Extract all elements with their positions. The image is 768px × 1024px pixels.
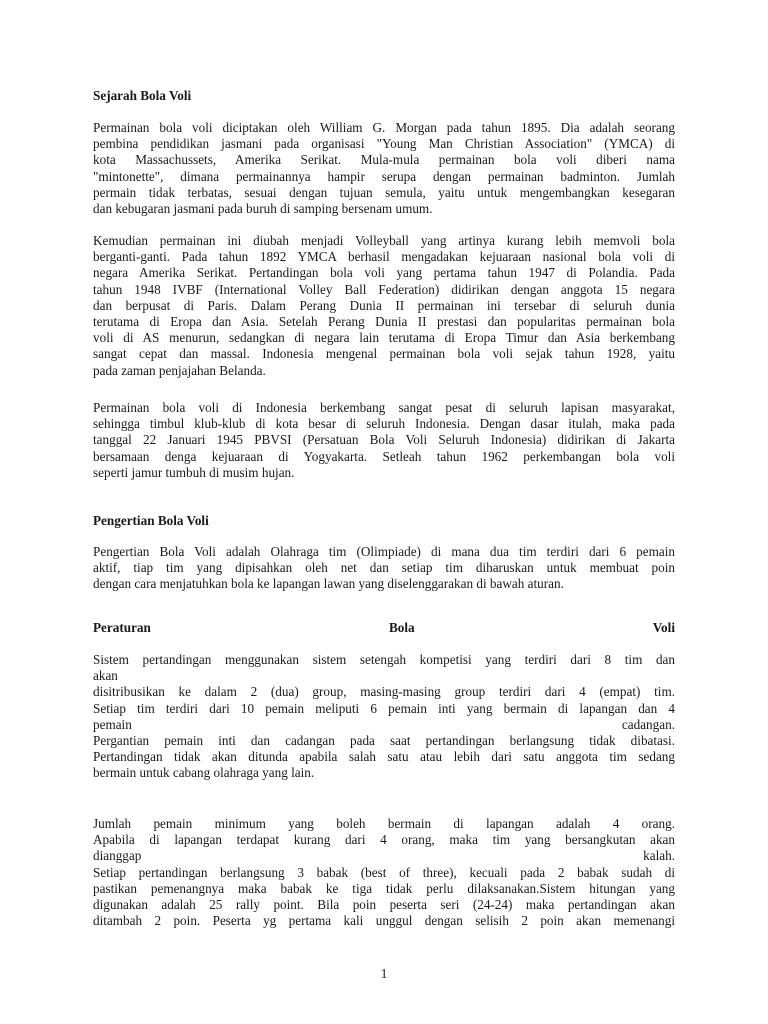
text-line: Pengertian Bola Voli adalah Olahraga tim (Olimpiade) di mana dua tim terdiri dari 6 pemain xyxy=(93,544,675,559)
text-line: sangat cepat dan massal. Indonesia mengenal permainan bola voli sejak tahun 1928, yaitu xyxy=(93,346,675,362)
text-line: disitribusikan ke dalam 2 (dua) group, masing-masing group terdiri dari 4 (empat) tim. xyxy=(93,684,675,700)
text-line: digunakan adalah 25 rally point. Bila poin peserta seri (24-24) maka pertandingan akan xyxy=(93,897,675,913)
text-line: bersamaan denga kejuaraan di Yogyakarta. Setleah tahun 1962 perkembangan bola voli xyxy=(93,448,675,464)
text-line: sehingga timbul klub-klub di kota besar di seluruh Indonesia. Dengan dasar itulah, maka pada xyxy=(93,416,675,432)
text-line: Apabila di lapangan terdapat kurang dari 4 orang, maka tim yang bersangkutan akan xyxy=(93,832,675,848)
text-line: Pertandingan tidak akan ditunda apabila salah satu atau lebih dari satu anggota tim sedang xyxy=(93,749,675,765)
text-line: Jumlah pemain minimum yang boleh bermain di lapangan adalah 4 orang. xyxy=(93,816,675,831)
text-line: pastikan pemenangnya maka babak ke tiga tidak perlu dilaksanakan.Sistem hitungan yang xyxy=(93,880,675,896)
page-number: 1 xyxy=(380,966,388,981)
paragraph-peraturan-1 xyxy=(93,652,675,782)
text-line: Permainan bola voli di Indonesia berkembang sangat pesat di seluruh lapisan masyarakat, xyxy=(93,400,675,415)
text-fragment: dianggap xyxy=(93,848,142,864)
text-line: ditambah 2 poin. Peserta yg pertama kali unggul dengan selisih 2 poin akan memenangi xyxy=(93,913,675,929)
text-line: pembina pendidikan jasmani pada organisasi "Young Man Christian Association" (YMCA) di xyxy=(93,136,675,152)
text-line: berganti-ganti. Pada tahun 1892 YMCA berhasil mengadakan kejuaraan nasional bola voli di xyxy=(93,249,675,265)
text-line: negara Amerika Serikat. Pertandingan bola voli yang pertama tahun 1947 di Polandia. Pada xyxy=(93,265,675,281)
text-line: "mintonette", dimana permainannya hampir serupa dengan permainan badminton. Jumlah xyxy=(93,168,675,184)
heading-peraturan-word: Bola xyxy=(388,620,415,635)
text-fragment: kalah. xyxy=(643,848,675,864)
text-line: dan kebugaran jasmani pada buruh di samping bersenam umum. xyxy=(93,201,433,217)
heading-sejarah: Sejarah Bola Voli xyxy=(93,88,192,103)
heading-peraturan xyxy=(93,620,675,636)
text-line: voli di AS menurun, sedangkan di negara lain terutama di Eropa Timur dan Asia berkembang xyxy=(93,330,675,346)
paragraph-sejarah-3 xyxy=(93,400,675,481)
text-line xyxy=(93,717,675,733)
text-line: tahun 1948 IVBF (International Volley Ball Federation) didirikan dengan anggota 15 negara xyxy=(93,281,675,297)
text-line: seperti jamur tumbuh di musim hujan. xyxy=(93,464,295,480)
heading-peraturan-word: Voli xyxy=(652,620,675,635)
text-line: Pergantian pemain inti dan cadangan pada saat pertandingan berlangsung tidak dibatasi. xyxy=(93,733,675,749)
text-fragment: cadangan. xyxy=(621,716,675,732)
text-line: kota Massachussets, Amerika Serikat. Mula-mula permainan bola voli diberi nama xyxy=(93,152,675,168)
text-line: Setiap pertandingan berlangsung 3 babak (best of three), kecuali pada 2 babak sudah di xyxy=(93,864,675,880)
text-line: dan berpusat di Paris. Dalam Perang Dunia II permainan ini tersebar di seluruh dunia xyxy=(93,297,675,313)
text-line: aktif, tiap tim yang dipisahkan oleh net dan setiap tim diharuskan untuk membuat poin xyxy=(93,560,675,576)
text-line: Setiap tim terdiri dari 10 pemain meliputi 6 pemain inti yang bermain di lapangan dan 4 xyxy=(93,700,675,716)
text-line: Sistem pertandingan menggunakan sistem setengah kompetisi yang terdiri dari 8 tim dan xyxy=(93,652,675,667)
paragraph-peraturan-2 xyxy=(93,816,675,929)
text-line: tanggal 22 Januari 1945 PBVSI (Persatuan Bola Voli Seluruh Indonesia) didirikan di Jakarta xyxy=(93,432,675,448)
text-line xyxy=(93,848,675,864)
heading-pengertian: Pengertian Bola Voli xyxy=(93,513,209,528)
text-line: dengan cara menjatuhkan bola ke lapangan lawan yang diselenggarakan di bawah aturan. xyxy=(93,576,564,592)
paragraph-sejarah-1 xyxy=(93,120,675,217)
text-line: Kemudian permainan ini diubah menjadi Volleyball yang artinya kurang lebih memvoli bola xyxy=(93,233,675,248)
text-fragment: pemain xyxy=(93,716,132,732)
paragraph-sejarah-2 xyxy=(93,233,675,379)
paragraph-pengertian xyxy=(93,544,675,593)
text-line: terutama di Eropa dan Asia. Setelah Perang Dunia II prestasi dan popularitas permainan bola xyxy=(93,314,675,330)
text-line: permain tidak terbatas, sesuai dengan tujuan semula, yaitu untuk mengembangkan kesegaran xyxy=(93,184,675,200)
heading-peraturan-word: Peraturan xyxy=(93,620,151,635)
document-page xyxy=(93,0,675,1024)
text-line: bermain untuk cabang olahraga yang lain. xyxy=(93,765,315,781)
text-line: Permainan bola voli diciptakan oleh William G. Morgan pada tahun 1895. Dia adalah seorang xyxy=(93,120,675,135)
text-line: akan xyxy=(93,668,118,684)
text-line: pada zaman penjajahan Belanda. xyxy=(93,362,266,378)
